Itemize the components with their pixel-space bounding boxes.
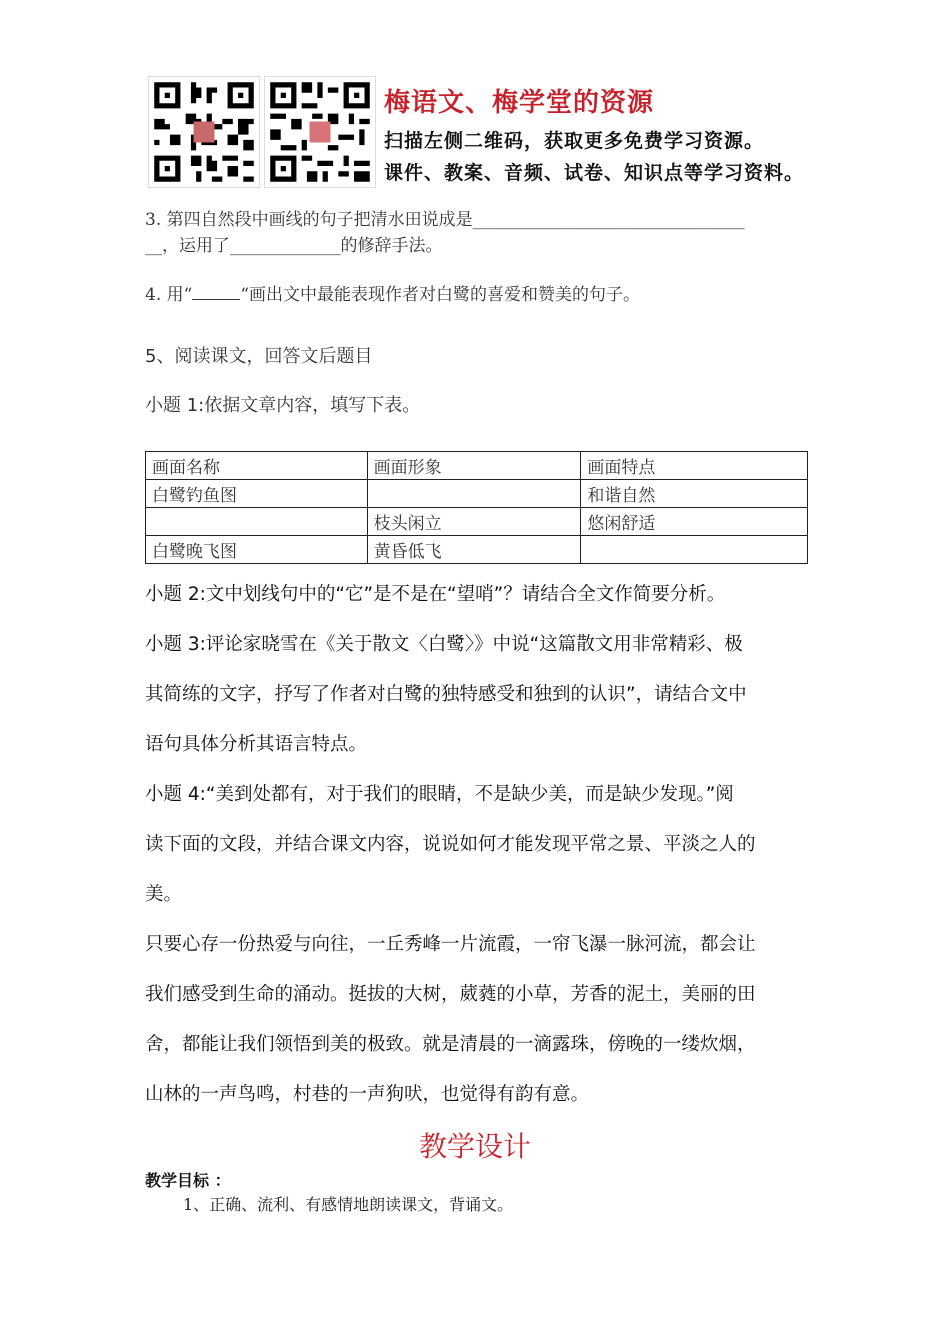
qr-code-right-icon	[265, 77, 375, 187]
question-5-heading: 5、阅读课文，回答文后题目	[145, 346, 373, 367]
qr-code-right	[264, 76, 376, 188]
body-line: 只要心存一份热爱与向往，一丘秀峰一片流霞，一帘飞瀑一脉河流，都会让	[145, 934, 756, 955]
body-line: 小题 3:评论家晓雪在《关于散文〈白鹭〉》中说“这篇散文用非常精彩、极	[145, 634, 743, 655]
banner-title: 梅语文、梅学堂的资源	[384, 88, 655, 118]
table-cell: 画面形象	[367, 452, 581, 480]
subquestion-1: 小题 1:依据文章内容，填写下表。	[145, 395, 421, 416]
table-row	[146, 480, 808, 508]
body-line: 舍，都能让我们领悟到美的极致。就是清晨的一滴露珠，傍晚的一缕炊烟，	[145, 1034, 756, 1055]
table-cell: 和谐自然	[581, 480, 808, 508]
qr-code-left	[148, 76, 260, 188]
banner-line-1: 扫描左侧二维码，获取更多免费学习资源。	[384, 130, 765, 152]
table-cell	[146, 508, 368, 536]
body-line: 美。	[145, 884, 183, 905]
table-cell: 白鹭钓鱼图	[146, 480, 368, 508]
picture-table	[145, 451, 808, 564]
goal-label: 教学目标 ：	[145, 1171, 231, 1190]
banner-line-2: 课件、教案、音频、试卷、知识点等学习资料。	[384, 162, 805, 184]
body-line: 小题 2:文中划线句中的“它”是不是在“望哨”？请结合全文作简要分析。	[145, 584, 726, 605]
table-cell: 画面特点	[581, 452, 808, 480]
body-line: 小题 4:“美到处都有，对于我们的眼睛，不是缺少美，而是缺少发现。”阅	[145, 784, 734, 805]
question-3-line-1: 3. 第四自然段中画线的句子把清水田说成是________________________________	[145, 210, 745, 230]
table-row	[146, 508, 808, 536]
underline-marker	[192, 299, 240, 300]
question-4-after: “画出文中最能表现作者对白鹭的喜爱和赞美的句子。	[240, 285, 641, 305]
table-cell: 悠闲舒适	[581, 508, 808, 536]
section-title: 教学设计	[418, 1130, 531, 1163]
table-cell: 黄昏低飞	[367, 536, 581, 564]
body-line: 山林的一声鸟鸣，村巷的一声狗吠，也觉得有韵有意。	[145, 1084, 590, 1105]
body-line: 我们感受到生命的涌动。挺拔的大树，葳蕤的小草，芳香的泥土，美丽的田	[145, 984, 756, 1005]
table-cell: 枝头闲立	[367, 508, 581, 536]
table-cell: 白鹭晚飞图	[146, 536, 368, 564]
body-line: 语句具体分析其语言特点。	[145, 734, 368, 755]
table-row	[146, 452, 808, 480]
question-4	[145, 280, 640, 305]
question-3-line-2: __，运用了_____________的修辞手法。	[145, 236, 443, 256]
body-line: 读下面的文段，并结合课文内容，说说如何才能发现平常之景、平淡之人的	[145, 834, 756, 855]
qr-code-left-icon	[149, 77, 259, 187]
table-row	[146, 536, 808, 564]
table-cell	[581, 536, 808, 564]
body-line: 其简练的文字，抒写了作者对白鹭的独特感受和独到的认识”，请结合文中	[145, 684, 747, 705]
question-4-before: 4. 用“	[145, 285, 193, 305]
table-cell: 画面名称	[146, 452, 368, 480]
goal-item-1: 1、正确、流利、有感情地朗读课文，背诵文。	[183, 1195, 514, 1214]
table-cell	[367, 480, 581, 508]
